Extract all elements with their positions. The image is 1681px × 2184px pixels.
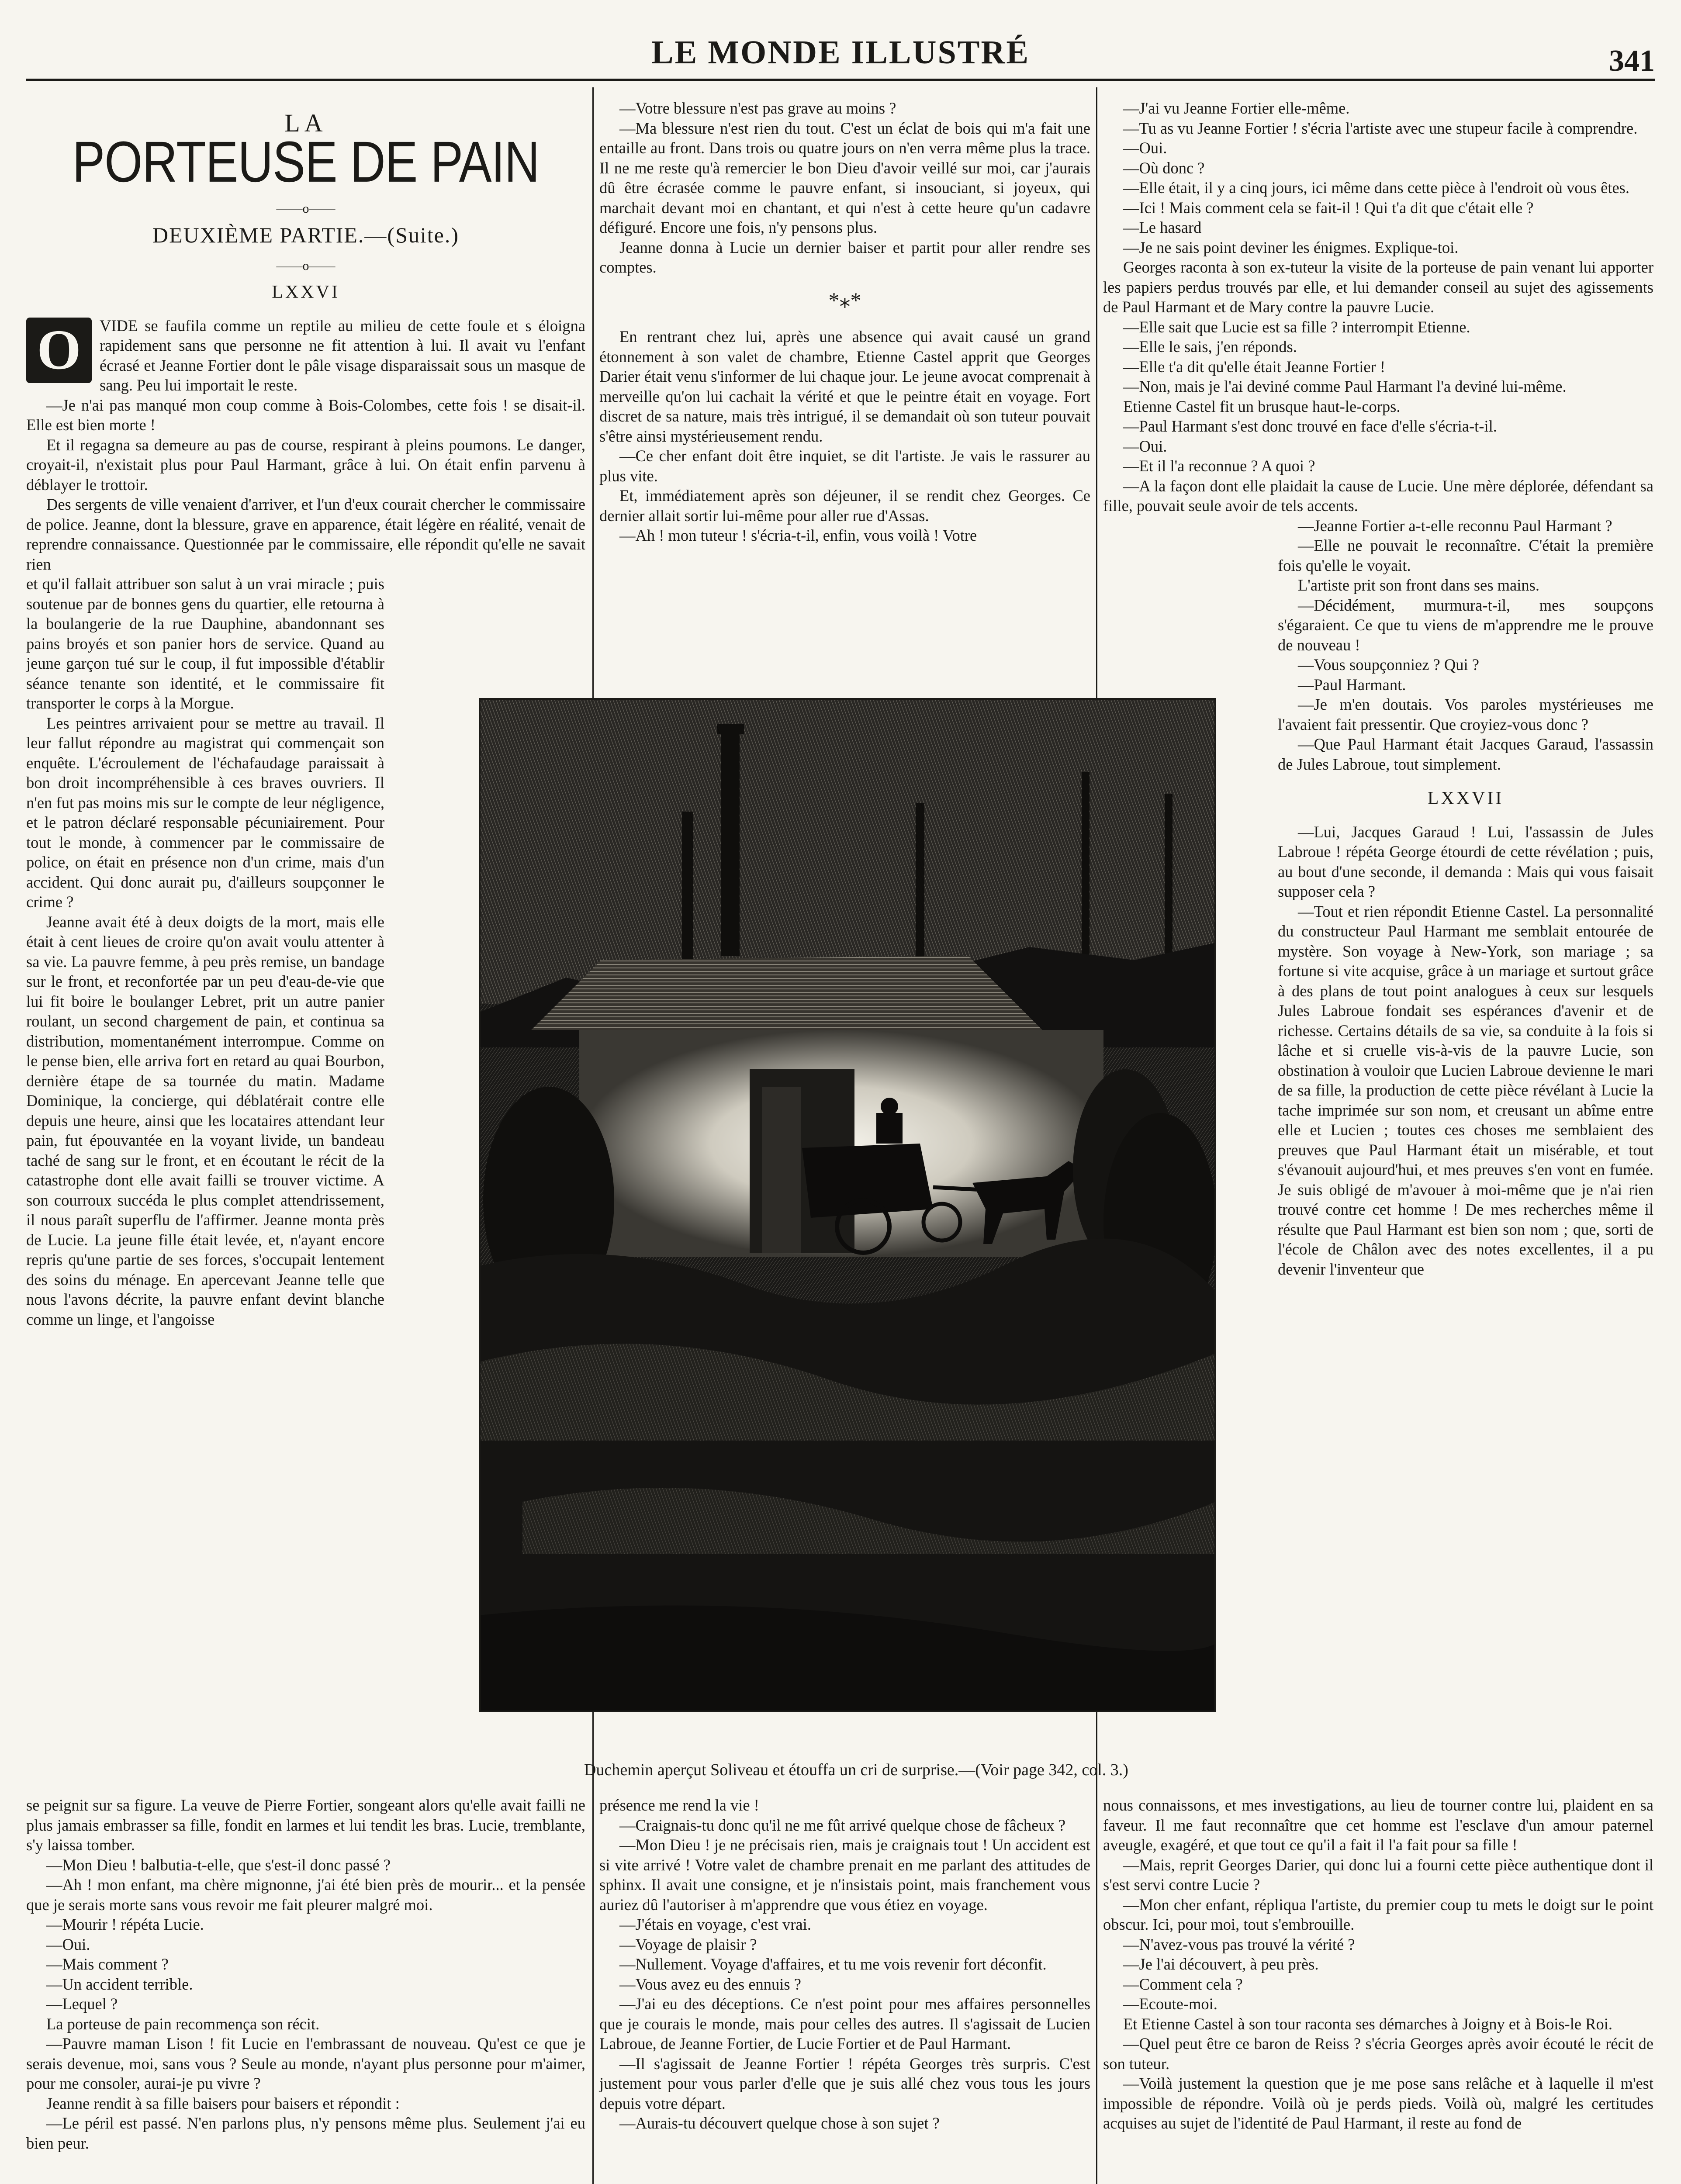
paragraph: —Quel peut être ce baron de Reiss ? s'écria Georges après avoir écouté le récit de son tuteur. [1103, 2035, 1653, 2073]
paragraph: Jeanne avait été à deux doigts de la mort, mais elle était à cent lieues de croire qu'on avait voulu attenter à sa vie. La pauvre femme, à peu près remise, un bandage sur le front, et reconfortée par un peu d'eau-de-vie que lui fit boire le boulanger Lebret, prit un autre panier roulant, un second chargement de pain, et continua sa distribution, momentanément interrompue. Comme on le pense bien, elle arriva fort en retard au quai Bourbon, dernière étape de sa tournée du matin. Madame Dominique, la concierge, qui déblatérait contre elle depuis une heure, ainsi que les locataires attendant leur pain, fut épouvantée en la voyant livide, un bandeau taché de sang sur le front, et en écoutant le récit de la catastrophe dont elle avait failli se trouver victime. A son courroux succéda le plus complet attendrissement, il nous paraît superflu de l'affirmer. Jeanne monta près de Lucie. La jeune fille était levée, et, n'ayant encore repris qu'une partie de ses forces, s'occupait lentement des soins du ménage. En apercevant Jeanne telle que nous l'avons décrite, la pauvre enfant devint blanche comme un linge, et l'angoisse [26, 912, 384, 1328]
page-header [26, 26, 1655, 81]
paragraph: —Je n'ai pas manqué mon coup comme à Bois-Colombes, cette fois ! se disait-il. Elle est bien morte ! [26, 396, 585, 434]
column-2-top [599, 98, 1090, 546]
paragraph: Jeanne donna à Lucie un dernier baiser et partit pour aller rendre ses comptes. [599, 238, 1090, 276]
part-heading: DEUXIÈME PARTIE.—(Suite.) [152, 223, 460, 247]
paragraph: Et il regagna sa demeure au pas de course, respirant à pleins poumons. Le danger, croyait-il, n'existait plus pour Paul Harmant, grâce à lui. On était enfin parvenu à déblayer le trottoir. [26, 435, 585, 494]
paragraph: —Elle le sais, j'en réponds. [1123, 338, 1297, 356]
paragraph: —Et il l'a reconnue ? A quoi ? [1123, 457, 1315, 475]
paragraph: se peignit sur sa figure. La veuve de Pierre Fortier, songeant alors qu'elle avait failli ne plus jamais embrasser sa fille, fondit en larmes et lui tendit les bras. Lucie, tremblante, s'y laissa tomber. [26, 1796, 585, 1854]
paragraph: —Vous soupçonniez ? Qui ? [1298, 656, 1479, 674]
paragraph: Georges raconta à son ex-tuteur la visite de la porteuse de pain venant lui apporter les papiers perdus trouvés par elle, et lui demander conseil au sujet des agissements de Paul Harmant et de Mary contre la pauvre Lucie. [1103, 258, 1653, 316]
paragraph: Des sergents de ville venaient d'arriver, et l'un d'eux courait chercher le commissaire de police. Jeanne, dont la blessure, grave en apparence, était légère en réalité, venait de reprendre connaissance. Questionnée par le commissaire, elle répondit qu'elle ne savait rien [26, 495, 585, 573]
paragraph: —Ecoute-moi. [1123, 1995, 1218, 2013]
title-prefix: LA [284, 109, 327, 137]
paragraph: —Paul Harmant s'est donc trouvé en face d'elle s'écria-t-il. [1123, 417, 1497, 435]
paragraph: —N'avez-vous pas trouvé la vérité ? [1123, 1935, 1355, 1953]
paragraph: —J'étais en voyage, c'est vrai. [619, 1915, 811, 1933]
paragraph: —Elle était, il y a cinq jours, ici même dans cette pièce à l'endroit où vous êtes. [1123, 179, 1629, 197]
page-number: 341 [1609, 44, 1655, 78]
paragraph: —J'ai vu Jeanne Fortier elle-même. [1123, 99, 1350, 117]
paragraph: O VIDE se faufila comme un reptile au milieu de cette foule et s éloigna rapidement sans que personne ne fit attention à lui. Il avait vu l'enfant écrasé et Jeanne Fortier dont le pâle visage disparaissait sous un masque de sang. Peu lui importait le reste. [26, 316, 585, 395]
paragraph: —Elle sait que Lucie est sa fille ? interrompit Etienne. [1123, 318, 1470, 336]
paragraph: —Mon cher enfant, répliqua l'artiste, du premier coup tu mets le doigt sur le point obscur. Ici, pour moi, tout s'embrouille. [1103, 1895, 1653, 1933]
paragraph: —Elle t'a dit qu'elle était Jeanne Fortier ! [1123, 357, 1385, 376]
paragraph: —Le hasard [1123, 218, 1202, 236]
column-3-bottom [1103, 1795, 1653, 2133]
paragraph: —Je ne sais point deviner les énigmes. Explique-toi. [1123, 238, 1459, 256]
paragraph: —Ce cher enfant doit être inquiet, se dit l'artiste. Je vais le rassurer au plus vite. [599, 447, 1090, 485]
paragraph: —Craignais-tu donc qu'il ne me fût arrivé quelque chose de fâcheux ? [619, 1816, 1066, 1834]
drop-cap: O [26, 318, 92, 383]
paragraph: —Comment cela ? [1123, 1975, 1243, 1993]
paragraph: —Pauvre maman Lison ! fit Lucie en l'embrassant de nouveau. Qu'est ce que je serais devenue, moi, sans vous ? Seule au monde, n'ayant plus personne pour m'aimer, pour me consoler, aurai-je pu vivre ? [26, 2035, 585, 2092]
paragraph: —Je l'ai découvert, à peu près. [1123, 1955, 1319, 1973]
paragraph: —Voyage de plaisir ? [619, 1935, 757, 1953]
paragraph: —J'ai eu des déceptions. Ce n'est point pour mes affaires personnelles que je courais le monde, mais pour celles des autres. Il s'agissait de Lucien Labroue, de Jeanne Fortier, de Lucie Fortier et de Paul Harmant. [599, 1995, 1090, 2053]
section-break-stars: *⁎* [828, 287, 861, 312]
paragraph: —Décidément, murmura-t-il, mes soupçons s'égaraient. Ce que tu viens de m'apprendre me le prouve de nouveau ! [1278, 596, 1653, 654]
paragraph: —Ma blessure n'est rien du tout. C'est un éclat de bois qui m'a fait une entaille au front. Dans trois ou quatre jours on n'en verra même plus la trace. Il ne me reste qu'à remercier le bon Dieu d'avoir veillé sur moi, car j'aurais dû être écrasée comme le pauvre enfant, si insouciant, si joyeux, qui marchait devant moi en chantant, et qui n'est à cette heure qu'un cadavre défiguré. Encore une fois, n'y pensons plus. [599, 119, 1090, 236]
ornament-divider: ——o—— [276, 201, 336, 216]
paragraph: —Non, mais je l'ai deviné comme Paul Harmant l'a deviné lui-même. [1123, 377, 1567, 395]
paragraph: —Mon Dieu ! balbutia-t-elle, que s'est-il donc passé ? [46, 1856, 391, 1874]
paragraph: Jeanne rendit à sa fille baisers pour baisers et répondit : [46, 2094, 400, 2112]
paragraph: —Ah ! mon enfant, ma chère mignonne, j'ai été bien près de mourir... et la pensée que je serais morte sans vous revoir me fait pleurer malgré moi. [26, 1876, 585, 1914]
paragraph: —Que Paul Harmant était Jacques Garaud, l'assassin de Jules Labroue, tout simplement. [1278, 735, 1653, 773]
paragraph: —Nullement. Voyage d'affaires, et tu me vois revenir fort déconfit. [619, 1955, 1047, 1973]
paragraph: —Elle ne pouvait le reconnaître. C'était la première fois qu'elle le voyait. [1278, 536, 1653, 574]
paragraph: présence me rend la vie ! [599, 1796, 759, 1814]
paragraph: nous connaissons, et mes investigations, au lieu de tourner contre lui, plaident en sa faveur. Il me faut reconnaître que cet homme est l'esclave d'un amour paternel aveugle, exagéré, et que tout ce qu'il a fait il l'a fait pour sa fille ! [1103, 1796, 1653, 1854]
paragraph: En rentrant chez lui, après une absence qui avait causé un grand étonnement à son valet de chambre, Etienne Castel apprit que Georges Darier était venu s'informer de lui chaque jour. Le jeune avocat comprenait à merveille qu'on lui cachait la vérité et que le peintre était en voyage. Fort discret de sa nature, mais très intrigué, il se demandait où son tuteur pouvait s'être ainsi mystérieusement rendu. [599, 328, 1090, 445]
paragraph: —Lequel ? [46, 1995, 118, 2013]
illustration-caption: Duchemin aperçut Soliveau et étouffa un cri de surprise.—(Voir page 342, col. 3.) [584, 1761, 1128, 1779]
article-title: PORTEUSE DE PAIN [72, 129, 540, 194]
paragraph: —Jeanne Fortier a-t-elle reconnu Paul Harmant ? [1298, 516, 1612, 535]
paragraph: Et, immédiatement après son déjeuner, il se rendit chez Georges. Ce dernier allait sortir lui-même pour aller rue d'Assas. [599, 487, 1090, 525]
paragraph: —Oui. [1123, 139, 1167, 157]
column-1-bottom [26, 1795, 585, 2153]
paragraph: —Il s'agissait de Jeanne Fortier ! répéta Georges très surpris. C'est justement pour vous parler d'elle que je suis allé chez vous tous les jours depuis votre départ. [599, 2054, 1090, 2112]
paragraph: et qu'il fallait attribuer son salut à un vrai miracle ; puis soutenue par de bonnes gens du quartier, elle retourna à la boulangerie de la rue Dauphine, abandonnant ses pains broyés et son panier hors de service. Quand au jeune garçon tué sur le coup, il fut impossible d'établir séance tenante son identité, et le commissaire fit transporter le corps à la Morgue. [26, 575, 384, 712]
engraving-illustration [479, 698, 1216, 1712]
paragraph: —Le péril est passé. N'en parlons plus, n'y pensons même plus. Seulement j'ai eu bien peur. [26, 2114, 585, 2152]
masthead: LE MONDE ILLUSTRÉ [651, 34, 1030, 71]
paragraph: —Paul Harmant. [1298, 675, 1406, 694]
paragraph: —Ah ! mon tuteur ! s'écria-t-il, enfin, vous voilà ! Votre [619, 526, 977, 544]
paragraph: —Mon Dieu ! je ne précisais rien, mais je craignais tout ! Un accident est si vite arrivé ! Votre valet de chambre prenait en me parlant des attitudes de sphinx. Il avait une consigne, et je n'insistais point, mais franchement vous auriez dû l'autoriser à m'apprendre que vous étiez en voyage. [599, 1836, 1090, 1914]
paragraph: —Votre blessure n'est pas grave au moins ? [619, 99, 896, 117]
paragraph: —Je m'en doutais. Vos paroles mystérieuses me l'avaient fait pressentir. Que croyiez-vous donc ? [1278, 695, 1653, 733]
paragraph: —Ici ! Mais comment cela se fait-il ! Qui t'a dit que c'était elle ? [1123, 198, 1534, 217]
paragraph: —Tu as vu Jeanne Fortier ! s'écria l'artiste avec une stupeur facile à comprendre. [1123, 119, 1638, 137]
paragraph: —Où donc ? [1123, 159, 1205, 177]
paragraph: —Mais, reprit Georges Darier, qui donc lui a fourni cette pièce authentique dont il s'est servi contre Lucie ? [1103, 1856, 1653, 1894]
paragraph: —Vous avez eu des ennuis ? [619, 1975, 801, 1993]
paragraph: —A la façon dont elle plaidait la cause de Lucie. Une mère déplorée, défendant sa fille, pouvait seule avoir de tels accents. [1103, 477, 1653, 515]
paragraph: Les peintres arrivaient pour se mettre au travail. Il leur fallut répondre au magistrat qui commençait son enquête. L'écroulement de l'échafaudage paraissait à bon droit incompréhensible à ces braves ouvriers. Il n'en fut pas moins mis sur le compte de leur négligence, et le patron déclaré responsable pécuniairement. Pour tout le monde, à commencer par le commissaire de police, on était en présence non d'un crime, mais d'un accident. Qui donc aurait pu, d'ailleurs soupçonner le crime ? [26, 714, 384, 911]
paragraph: Etienne Castel fit un brusque haut-le-corps. [1123, 397, 1401, 415]
paragraph: —Mourir ! répéta Lucie. [46, 1915, 204, 1933]
paragraph: —Mais comment ? [46, 1955, 169, 1973]
paragraph: —Voilà justement la question que je me pose sans relâche et à laquelle il m'est impossible de répondre. Voilà où je perds pieds. Voilà où, malgré les certitudes acquises au sujet de l'identité de Paul Harmant, il reste au fond de [1103, 2074, 1653, 2132]
paragraph: —Oui. [1123, 437, 1167, 455]
paragraph: —Tout et rien répondit Etienne Castel. La personnalité du constructeur Paul Harmant me semblait entourée de mystère. Son voyage à New-York, son mariage ; sa fortune si vite acquise, grâce à un mariage et surtout grâce à des plans de tout point analogues à ceux sur lesquels Jules Labroue fondait ses espérances d'avenir et de richesse. Certains détails de sa vie, sa conduite à la fois si lâche et si cruelle vis-à-vis de la pauvre Lucie, son obstination à vouloir que Lucien Labroue devienne le mari de sa fille, la production de cette pièce révélant à Lucie la tache imprimée sur son nom, et creusant un abîme entre elle et Lucien ; toutes ces choses me semblaient des preuves que Paul Harmant était un misérable, et tout s'évanouit aujourd'hui, et mes preuves s'en vont en fumée. Je suis obligé de m'avouer à moi-même que je n'ai rien trouvé contre cet homme ! De mes recherches même il résulte que Paul Harmant est bien son nom ; que, sorti de l'école de Châlon avec des notes excellentes, il a pu devenir l'inventeur que [1278, 902, 1653, 1278]
paragraph: L'artiste prit son front dans ses mains. [1298, 576, 1539, 594]
column-2-bottom [599, 1795, 1090, 2133]
paragraph: —Lui, Jacques Garaud ! Lui, l'assassin de Jules Labroue ! répéta George étourdi de cette révélation ; puis, au bout d'une seconde, il demanda : Mais qui vous faisait supposer cela ? [1278, 822, 1653, 900]
paragraph: —Un accident terrible. [46, 1975, 193, 1993]
paragraph: Et Etienne Castel à son tour raconta ses démarches à Joigny et à Bois-le Roi. [1123, 2015, 1613, 2033]
chapter-heading: LXXVI [272, 282, 340, 302]
paragraph: —Aurais-tu découvert quelque chose à son sujet ? [619, 2114, 940, 2132]
paragraph: —Oui. [46, 1935, 90, 1953]
ornament-divider: ——o—— [276, 258, 336, 273]
chapter-heading: LXXVII [1427, 788, 1504, 809]
paragraph: La porteuse de pain recommença son récit. [46, 2015, 320, 2033]
